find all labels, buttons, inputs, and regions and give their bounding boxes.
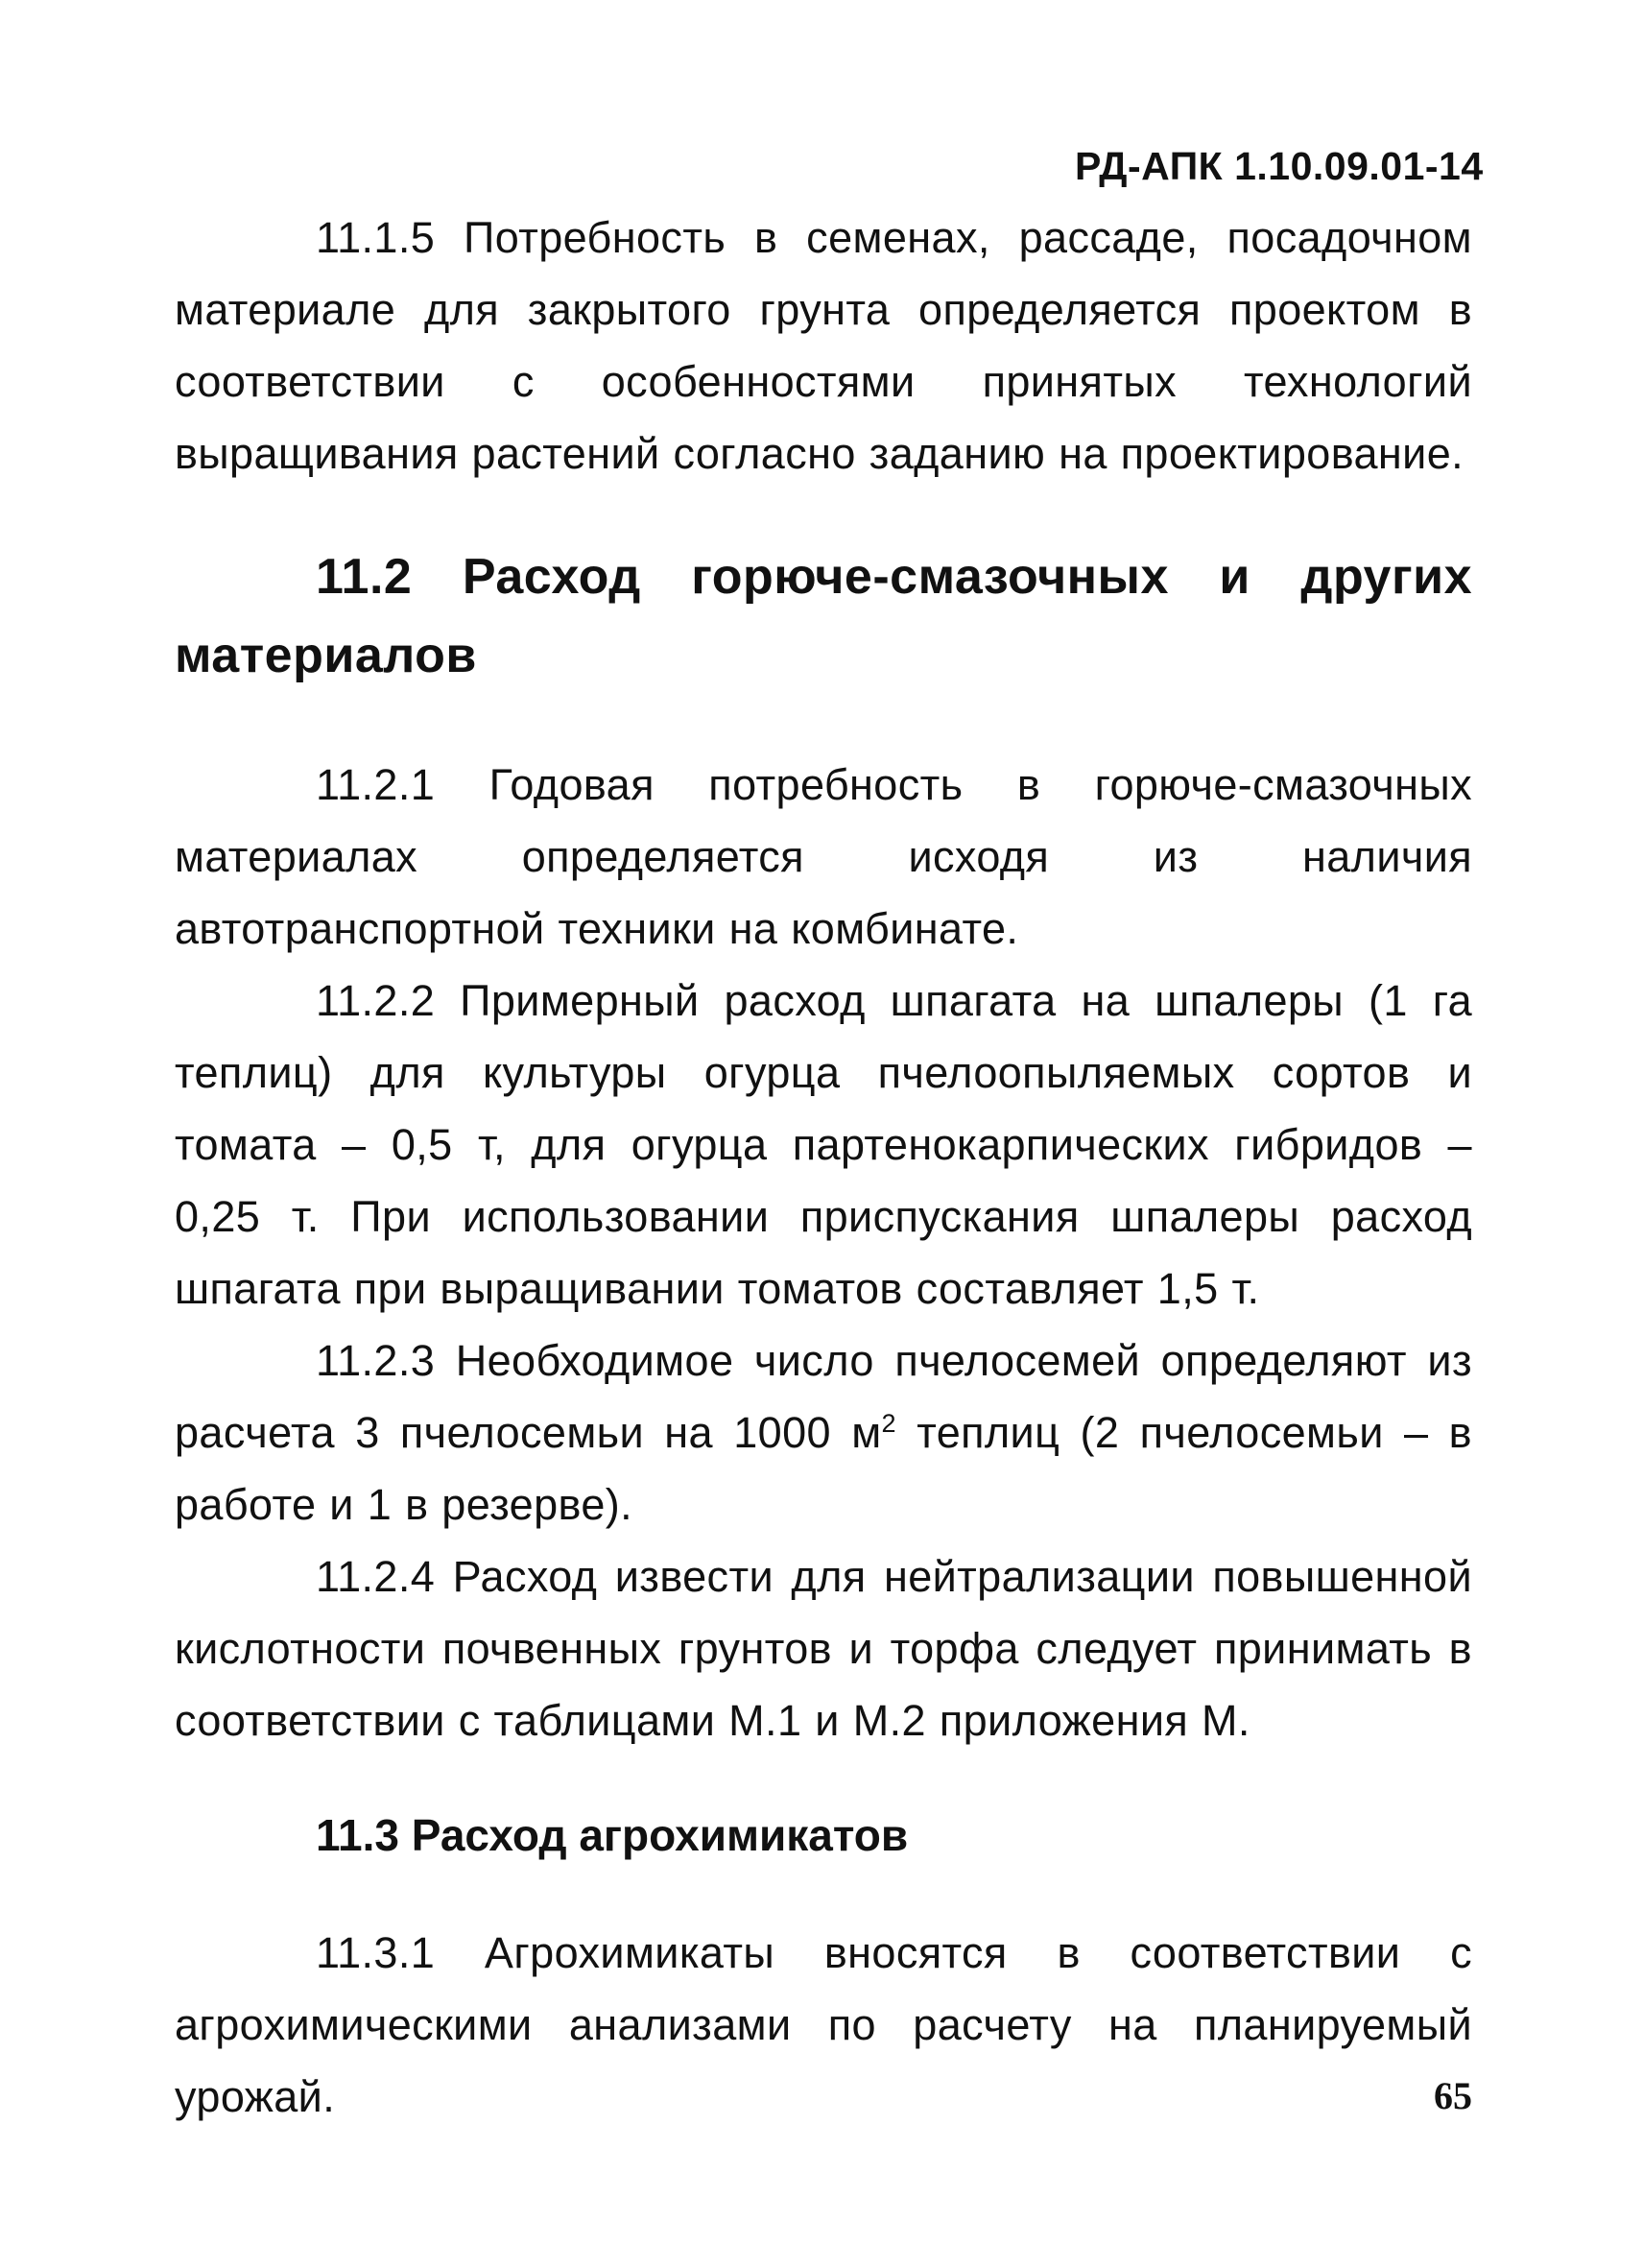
- paragraph-11-1-5: 11.1.5 Потребность в семенах, рассаде, посадочном материале для закрытого грунта определяется проектом в соответствии с особенностями принятых технологий выращивания растений согласно заданию на проектирование.: [175, 213, 1472, 478]
- paragraph-11-3-1: 11.3.1 Агрохимикаты вносятся в соответствии с агрохимическими анализами по расчету на планируемый урожай.: [175, 1928, 1472, 2121]
- paragraph-11-2-3: [175, 1325, 1472, 1540]
- heading-11-2: 11.2 Расход горюче-смазочных и других материалов: [175, 549, 1472, 683]
- paragraph-11-2-3-part-2: теплиц (2 пчелосемьи – в работе и 1 в резерве).: [175, 1408, 1472, 1529]
- paragraph-11-2-4: 11.2.4 Расход извести для нейтрализации повышенной кислотности почвенных грунтов и торфа следует принимать в соответствии с таблицами М.1 и М.2 приложения М.: [175, 1552, 1472, 1745]
- heading-11-3: 11.3 Расход агрохимикатов: [316, 1810, 909, 1860]
- paragraph-11-2-2: 11.2.2 Примерный расход шпагата на шпалеры (1 га теплиц) для культуры огурца пчелоопыляемых сортов и томата – 0,5 т, для огурца партенокарпических гибридов – 0,25 т. При использовании приспускания шпалеры расход шпагата при выращивании томатов составляет 1,5 т.: [175, 976, 1472, 1313]
- page-number: 65: [1434, 2074, 1472, 2117]
- document-code: РД-АПК 1.10.09.01-14: [1075, 144, 1484, 188]
- paragraph-11-2-3-part-1: 11.2.3 Необходимое число пчелосемей определяют из расчета 3 пчелосемьи на 1000 м: [175, 1336, 1472, 1457]
- squared-superscript: 2: [881, 1409, 896, 1438]
- section-11-3: [175, 1917, 1472, 2133]
- paragraph-11-2-1: 11.2.1 Годовая потребность в горюче-смазочных материалах определяется исходя из наличия автотранспортной техники на комбинате.: [175, 760, 1472, 953]
- section-11-1-5: [175, 202, 1472, 489]
- section-11-2: [175, 749, 1472, 1756]
